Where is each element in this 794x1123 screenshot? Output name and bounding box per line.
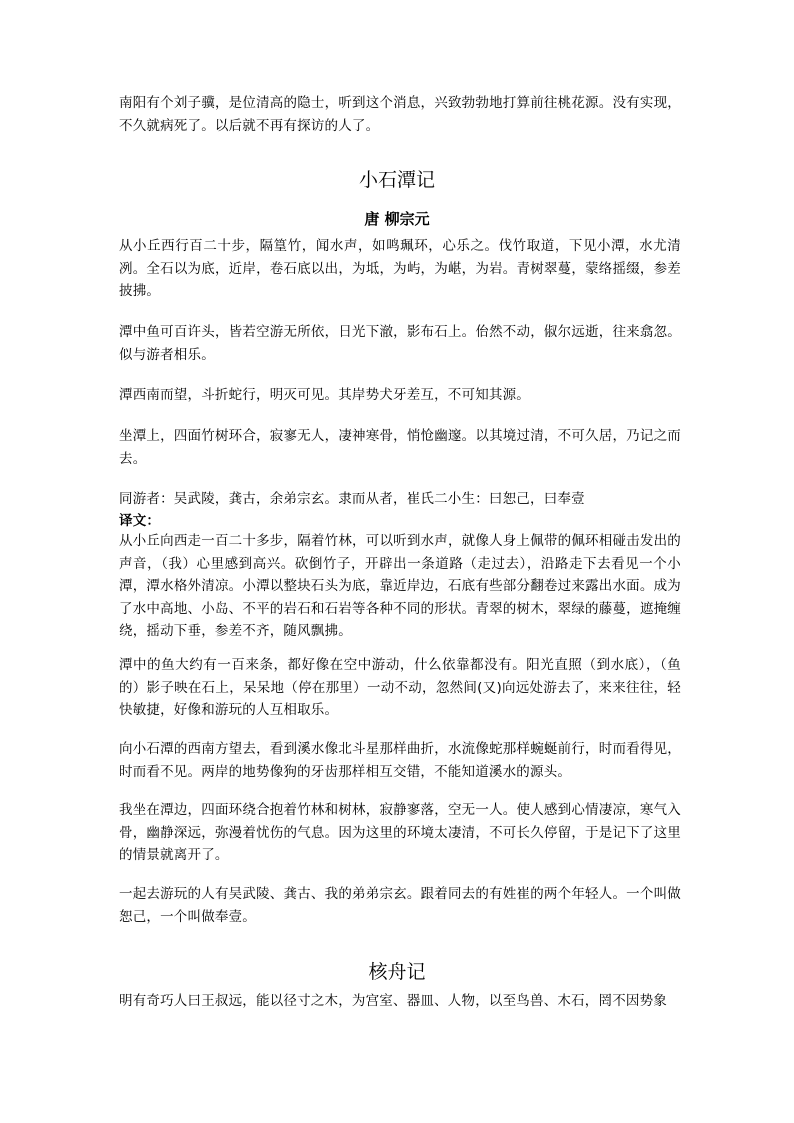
original-paragraph: 从小丘西行百二十步，隔篁竹，闻水声，如鸣珮环，心乐之。伐竹取道，下见小潭，水尤清冽。全石以为底，近岸，卷石底以出，为坻，为屿，为嵁，为岩。青树翠蔓，蒙络摇缀，参差披拂。 [119,238,681,300]
original-paragraph: 坐潭上，四面竹树环合，寂寥无人，凄神寒骨，悄怆幽邃。以其境过清，不可久居，乃记之而去。 [119,428,681,467]
translation-paragraph: 我坐在潭边，四面环绕合抱着竹林和树林，寂静寥落，空无一人。使人感到心情凄凉，寒气入骨，幽静深远，弥漫着忧伤的气息。因为这里的环境太凄清，不可长久停留，于是记下了这里的情景就离开了。 [119,802,681,864]
section-title: 核舟记 [368,961,426,983]
author-line: 唐 柳宗元 [364,210,430,228]
translation-paragraph: 向小石潭的西南方望去，看到溪水像北斗星那样曲折，水流像蛇那样蜿蜒前行，时而看得见，时而看不见。两岸的地势像狗的牙齿那样相互交错，不能知道溪水的源头。 [119,741,681,780]
translation-paragraph: 一起去游玩的人有吴武陵、龚古、我的弟弟宗玄。跟着同去的有姓崔的两个年轻人。一个叫做恕己，一个叫做奉壹。 [119,886,681,925]
translation-label: 译文： [119,513,161,529]
intro-paragraph: 南阳有个刘子骥，是位清高的隐士，听到这个消息，兴致勃勃地打算前往桃花源。没有实现，不久就病死了。以后就不再有探访的人了。 [119,95,681,134]
original-paragraph: 潭中鱼可百许头，皆若空游无所依，日光下澈，影布石上。佁然不动，俶尔远逝，往来翕忽。似与游者相乐。 [119,324,681,363]
original-paragraph: 同游者：吴武陵，龚古，余弟宗玄。隶而从者，崔氏二小生：曰恕己，曰奉壹 [119,491,585,507]
translation-paragraph: 从小丘向西走一百二十多步，隔着竹林，可以听到水声，就像人身上佩带的佩环相碰击发出的声音，（我）心里感到高兴。砍倒竹子，开辟出一条道路（走过去），沿路走下去看见一个小潭，潭水格外清凉。小潭以整块石头为底，靠近岸边，石底有些部分翻卷过来露出水面。成为了水中高地、小岛、不平的岩石和石岩等各种不同的形状。青翠的树木，翠绿的藤蔓，遮掩缠绕，摇动下垂，参差不齐，随风飘拂。 [119,533,681,640]
original-paragraph: 潭西南而望，斗折蛇行，明灭可见。其岸势犬牙差互，不可知其源。 [119,387,530,403]
section-title: 小石潭记 [358,169,435,191]
body-line: 明有奇巧人曰王叔远，能以径寸之木，为宫室、器皿、人物，以至鸟兽、木石，罔不因势象 [119,993,667,1009]
translation-paragraph: 潭中的鱼大约有一百来条，都好像在空中游动，什么依靠都没有。阳光直照（到水底），（鱼的）影子映在石上，呆呆地（停在那里）一动不动，忽然间(又)向远处游去了，来来往往，轻快敏捷，好像和游玩的人互相取乐。 [119,657,681,719]
